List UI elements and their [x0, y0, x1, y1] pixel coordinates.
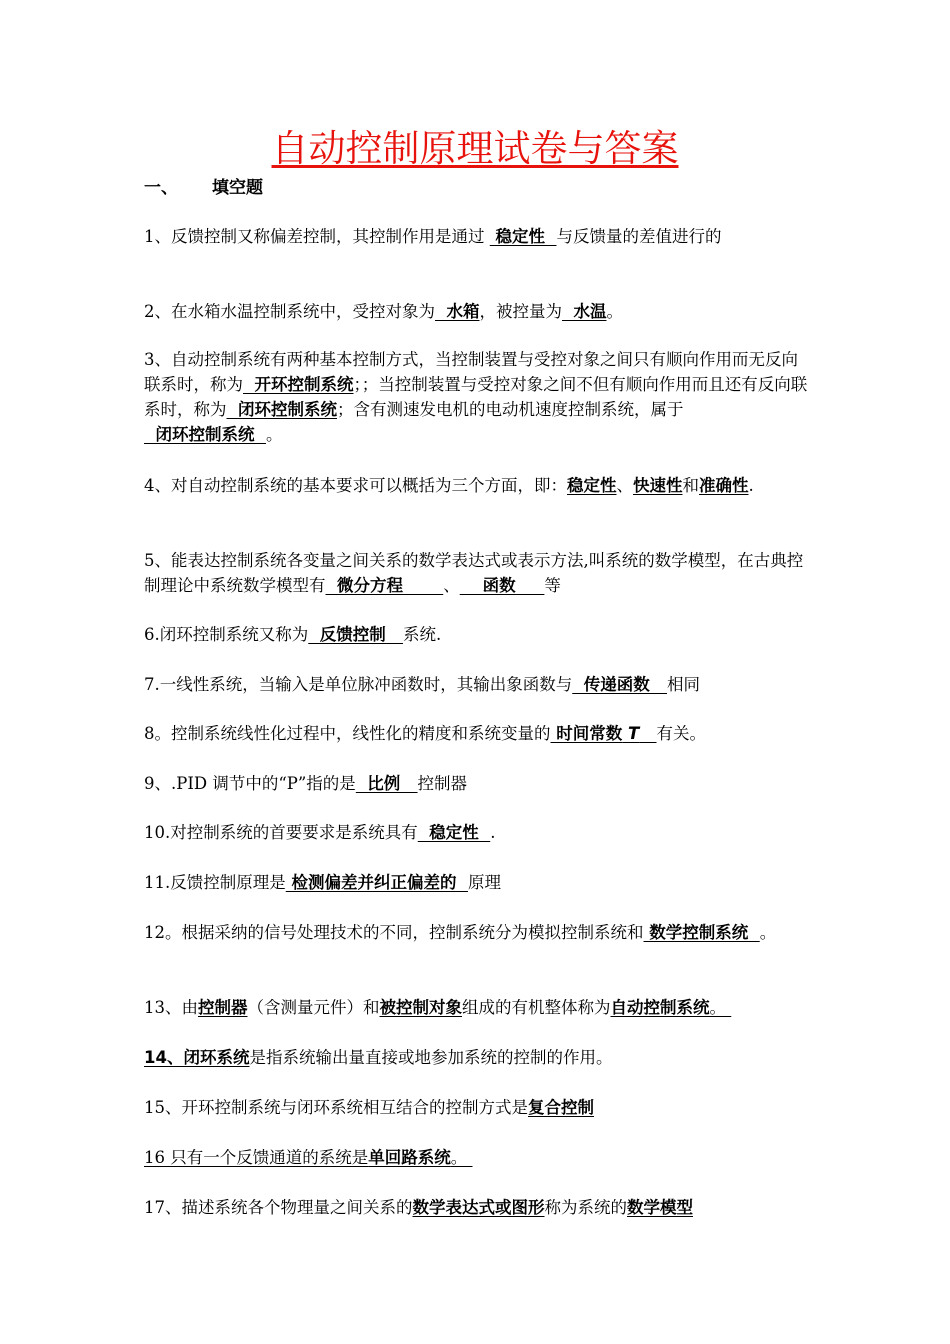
question-3: 3、自动控制系统有两种基本控制方式，当控制装置与受控对象之间只有顺向作用而无反向联系时，称为 开环控制系统；；当控制装置与受控对象之间不但有顺向作用而且还有反向联系时，称为 闭环控制系统；含有测速发电机的电动机速度控制系统，属于 闭环控制系统 。 [144, 350, 808, 444]
answer: 时间常数 [550, 724, 623, 743]
answer: 数学表达式或图形 [412, 1198, 545, 1217]
answer: 准确性 [699, 476, 749, 495]
answer: 闭环控制系统 [226, 400, 337, 419]
answer: 14、闭环系统 [144, 1048, 250, 1067]
section-heading [144, 176, 263, 200]
answer: 数学控制系统 [643, 923, 760, 942]
question-1: 1、反馈控制又称偏差控制，其控制作用是通过 稳定性 与反馈量的差值进行的 [144, 227, 722, 246]
answer: 水温 [562, 302, 607, 321]
question-7: 7.一线性系统，当输入是单位脉冲函数时，其输出象函数与 传递函数 相同 [144, 675, 700, 694]
document-title: 自动控制原理试卷与答案 [271, 127, 679, 170]
question-11: 11.反馈控制原理是 检测偏差并纠正偏差的 原理 [144, 873, 501, 892]
answer: 被控制对象 [379, 998, 462, 1017]
answer: 控制器 [198, 998, 248, 1017]
answer: 检测偏差并纠正偏差的 [285, 873, 468, 892]
question-2: 2、在水箱水温控制系统中，受控对象为 水箱，被控量为 水温。 [144, 302, 623, 321]
answer: 自动控制系统 [610, 998, 710, 1017]
question-13: 13、由控制器（含测量元件）和被控制对象组成的有机整体称为自动控制系统。 [144, 998, 732, 1017]
answer: 单回路系统 [368, 1148, 451, 1167]
answer: 函数 [459, 576, 545, 595]
answer: 闭环控制系统 [144, 425, 266, 444]
answer: 开环控制系统 [243, 375, 354, 394]
answer: 微分方程 [325, 576, 444, 595]
question-6: 6.闭环控制系统又称为 反馈控制 系统. [144, 625, 442, 644]
question-17: 17、描述系统各个物理量之间关系的数学表达式或图形称为系统的数学模型 [144, 1198, 693, 1217]
question-10: 10.对控制系统的首要要求是系统具有 稳定性 . [144, 823, 496, 842]
answer: 稳定性 [489, 227, 557, 246]
answer: 数学模型 [627, 1198, 693, 1217]
answer: 反馈控制 [308, 625, 403, 644]
answer-symbol: T [622, 724, 640, 743]
answer: 稳定性 [567, 476, 617, 495]
answer: 快速性 [633, 476, 683, 495]
question-8: 8。控制系统线性化过程中，线性化的精度和系统变量的 时间常数 T 有关。 [144, 724, 706, 743]
answer: 复合控制 [528, 1098, 594, 1117]
answer: 比例 [355, 774, 418, 793]
question-4: 4、对自动控制系统的基本要求可以概括为三个方面，即：稳定性、快速性和准确性. [144, 476, 754, 495]
section-number: 一、 [144, 178, 178, 198]
question-14: 14、闭环系统是指系统输出量直接或地参加系统的控制的作用。 [144, 1048, 613, 1067]
answer: 稳定性 [417, 823, 491, 842]
question-16: 16 只有一个反馈通道的系统是单回路系统。 [144, 1148, 473, 1167]
question-12: 12。根据采纳的信号处理技术的不同，控制系统分为模拟控制系统和 数学控制系统 。 [144, 923, 777, 942]
answer: 水箱 [435, 302, 480, 321]
section-label: 填空题 [212, 178, 263, 198]
answer: 传递函数 [572, 675, 667, 694]
question-9: 9、.PID 调节中的“P”指的是 比例 控制器 [144, 774, 468, 793]
question-15: 15、开环控制系统与闭环系统相互结合的控制方式是复合控制 [144, 1098, 594, 1117]
question-5: 5、能表达控制系统各变量之间关系的数学表达式或表示方法,叫系统的数学模型，在古典控制理论中系统数学模型有 微分方程 、 函数 等 [144, 551, 804, 595]
